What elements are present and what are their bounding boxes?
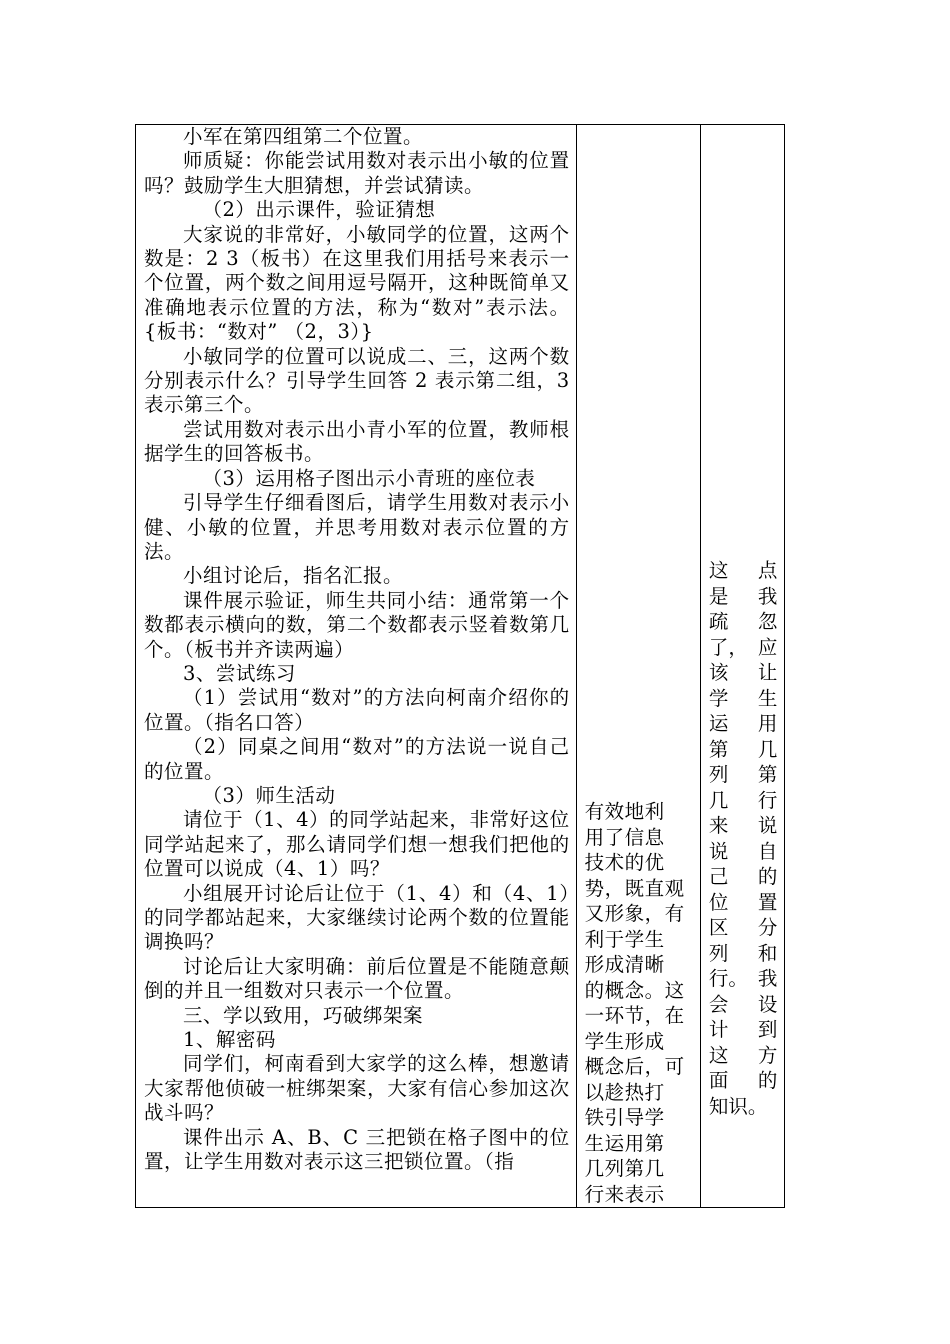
paragraph: 课件展示验证，师生共同小结：通常第一个数都表示横向的数，第二个数都表示竖着数第几个。（板书并齐读两遍） <box>144 588 570 661</box>
reflection-char: 运 <box>708 712 729 735</box>
reflection-char: 行 <box>757 788 778 812</box>
paragraph: 引导学生仔细看图后，请学生用数对表示小健、小敏的位置，并思考用数对表示位置的方法。 <box>144 491 570 563</box>
reflection-char: 忽 <box>757 610 778 633</box>
paragraph: 讨论后让大家明确：前后位置是不能随意颠倒的并且一组数对只表示一个位置。 <box>144 954 570 1003</box>
reflection-char: 几 <box>708 788 729 812</box>
reflection-char: 己 <box>708 865 729 888</box>
reflection-char: 面 <box>708 1069 729 1092</box>
paragraph: 小敏同学的位置可以说成二、三，这两个数分别表示什么？引导学生回答 2 表示第二组，3 表示第三个。 <box>144 344 570 417</box>
reflection-tail: 知识。 <box>708 1094 768 1118</box>
paragraph: （2）同桌之间用“数对”的方法说一说自己的位置。 <box>144 735 570 783</box>
reflection-char: 位 <box>708 890 729 914</box>
reflection-char: 自 <box>757 839 778 863</box>
reflection-char: 点 <box>757 559 778 582</box>
paragraph: 课件出示 A、B、C 三把锁在格子图中的位置，让学生用数对表示这三把锁位置。（指 <box>144 1125 570 1174</box>
note-line: 生运用第 <box>584 1131 665 1155</box>
note-line: 学生形成 <box>584 1029 665 1053</box>
reflection-char: 应 <box>757 635 778 659</box>
paragraph: （3）师生活动 <box>202 783 336 807</box>
reflection-cell <box>700 125 784 1208</box>
reflection-char: 说 <box>708 839 729 863</box>
paragraph: 小军在第四组第二个位置。 <box>183 125 424 148</box>
reflection-char: 第 <box>757 763 778 786</box>
reflection-char: 该 <box>708 661 729 684</box>
teaching-process-cell <box>136 125 577 1208</box>
note-line: 行来表示 <box>584 1182 665 1206</box>
note-line: 的概念。这 <box>584 978 685 1002</box>
reflection-text-grid <box>709 558 778 1094</box>
reflection-char: 生 <box>757 686 778 710</box>
reflection-char: 用 <box>757 712 778 735</box>
note-line: 用了信息 <box>584 825 665 849</box>
design-intent-cell <box>576 125 700 1208</box>
reflection-char: 这 <box>708 1043 729 1067</box>
note-line: 一环节，在 <box>584 1004 685 1027</box>
paragraph: 师质疑：你能尝试用数对表示出小敏的位置吗？鼓励学生大胆猜想，并尝试猜读。 <box>144 149 570 197</box>
note-line: 技术的优 <box>584 851 665 874</box>
reflection-char: 我 <box>757 584 778 608</box>
note-line: 形成清晰 <box>584 953 665 976</box>
reflection-char: 的 <box>757 1069 778 1092</box>
note-line: 以趁热打 <box>584 1080 665 1104</box>
reflection-char: 列 <box>708 941 729 965</box>
reflection-char: 会 <box>708 992 729 1016</box>
paragraph: 小组展开讨论后让位于（1、4）和（4、1）的同学都站起来，大家继续讨论两个数的位置能调换吗？ <box>144 881 570 954</box>
note-line: 几列第几 <box>584 1157 665 1180</box>
reflection-char: 学 <box>708 686 729 710</box>
reflection-char: 区 <box>708 916 729 939</box>
reflection-char: 这 <box>708 559 729 582</box>
paragraph: （2）出示课件，验证猜想 <box>202 198 436 222</box>
table-row <box>136 125 785 1208</box>
lesson-plan-table <box>135 124 785 1208</box>
paragraph: 1、解密码 <box>183 1028 276 1052</box>
paragraph: 同学们，柯南看到大家学的这么棒，想邀请大家帮他侦破一桩绑架案，大家有信心参加这次战斗吗？ <box>144 1052 570 1125</box>
note-line: 利于学生 <box>584 927 665 951</box>
paragraph: 请位于（1、4）的同学站起来，非常好这位同学站起来了，那么请同学们想一想我们把他的位置可以说成（4、1）吗？ <box>144 808 570 881</box>
paragraph: 尝试用数对表示出小青小军的位置，教师根据学生的回答板书。 <box>144 417 570 466</box>
reflection-char: 我 <box>757 967 778 990</box>
reflection-char: 计 <box>708 1018 729 1041</box>
reflection-char: 设 <box>757 992 778 1016</box>
reflection-char: 几 <box>757 737 778 761</box>
reflection-char: 来 <box>708 814 729 837</box>
note-line: 铁引导学 <box>584 1106 665 1129</box>
reflection-char: 和 <box>757 941 778 965</box>
reflection-char: 让 <box>757 661 778 684</box>
reflection-char: 列 <box>708 763 729 786</box>
reflection-char: 的 <box>757 865 778 888</box>
reflection-char: 说 <box>757 814 778 837</box>
reflection-char: 疏 <box>708 610 729 633</box>
reflection-char: 方 <box>757 1043 778 1067</box>
paragraph: 大家说的非常好，小敏同学的位置，这两个数是：2 3（板书）在这里我们用括号来表示一个位置，两个数之间用逗号隔开，这种既简单又准确地表示位置的方法，称为“数对”表示法。{板书：“数对” （2，3）} <box>144 222 570 344</box>
reflection-char: 是 <box>708 584 729 608</box>
paragraph: 3、尝试练习 <box>183 661 296 685</box>
note-line: 概念后，可 <box>584 1055 685 1078</box>
note-line: 有效地利 <box>584 800 665 823</box>
paragraph: （1）尝试用“数对”的方法向柯南介绍你的位置。（指名口答） <box>144 686 570 734</box>
paragraph: 小组讨论后，指名汇报。 <box>183 564 404 588</box>
reflection-char: 到 <box>757 1018 778 1041</box>
note-line: 势，既直观 <box>584 876 685 900</box>
paragraph: （3）运用格子图出示小青班的座位表 <box>202 466 536 490</box>
reflection-char: 第 <box>708 737 729 761</box>
reflection-char: 分 <box>757 916 778 939</box>
reflection-char: 置 <box>757 890 778 914</box>
paragraph: 三、学以致用，巧破绑架案 <box>183 1003 424 1027</box>
reflection-char: 了， <box>708 635 748 659</box>
note-line: 又形象，有 <box>584 902 685 925</box>
reflection-char: 行。 <box>708 967 748 990</box>
